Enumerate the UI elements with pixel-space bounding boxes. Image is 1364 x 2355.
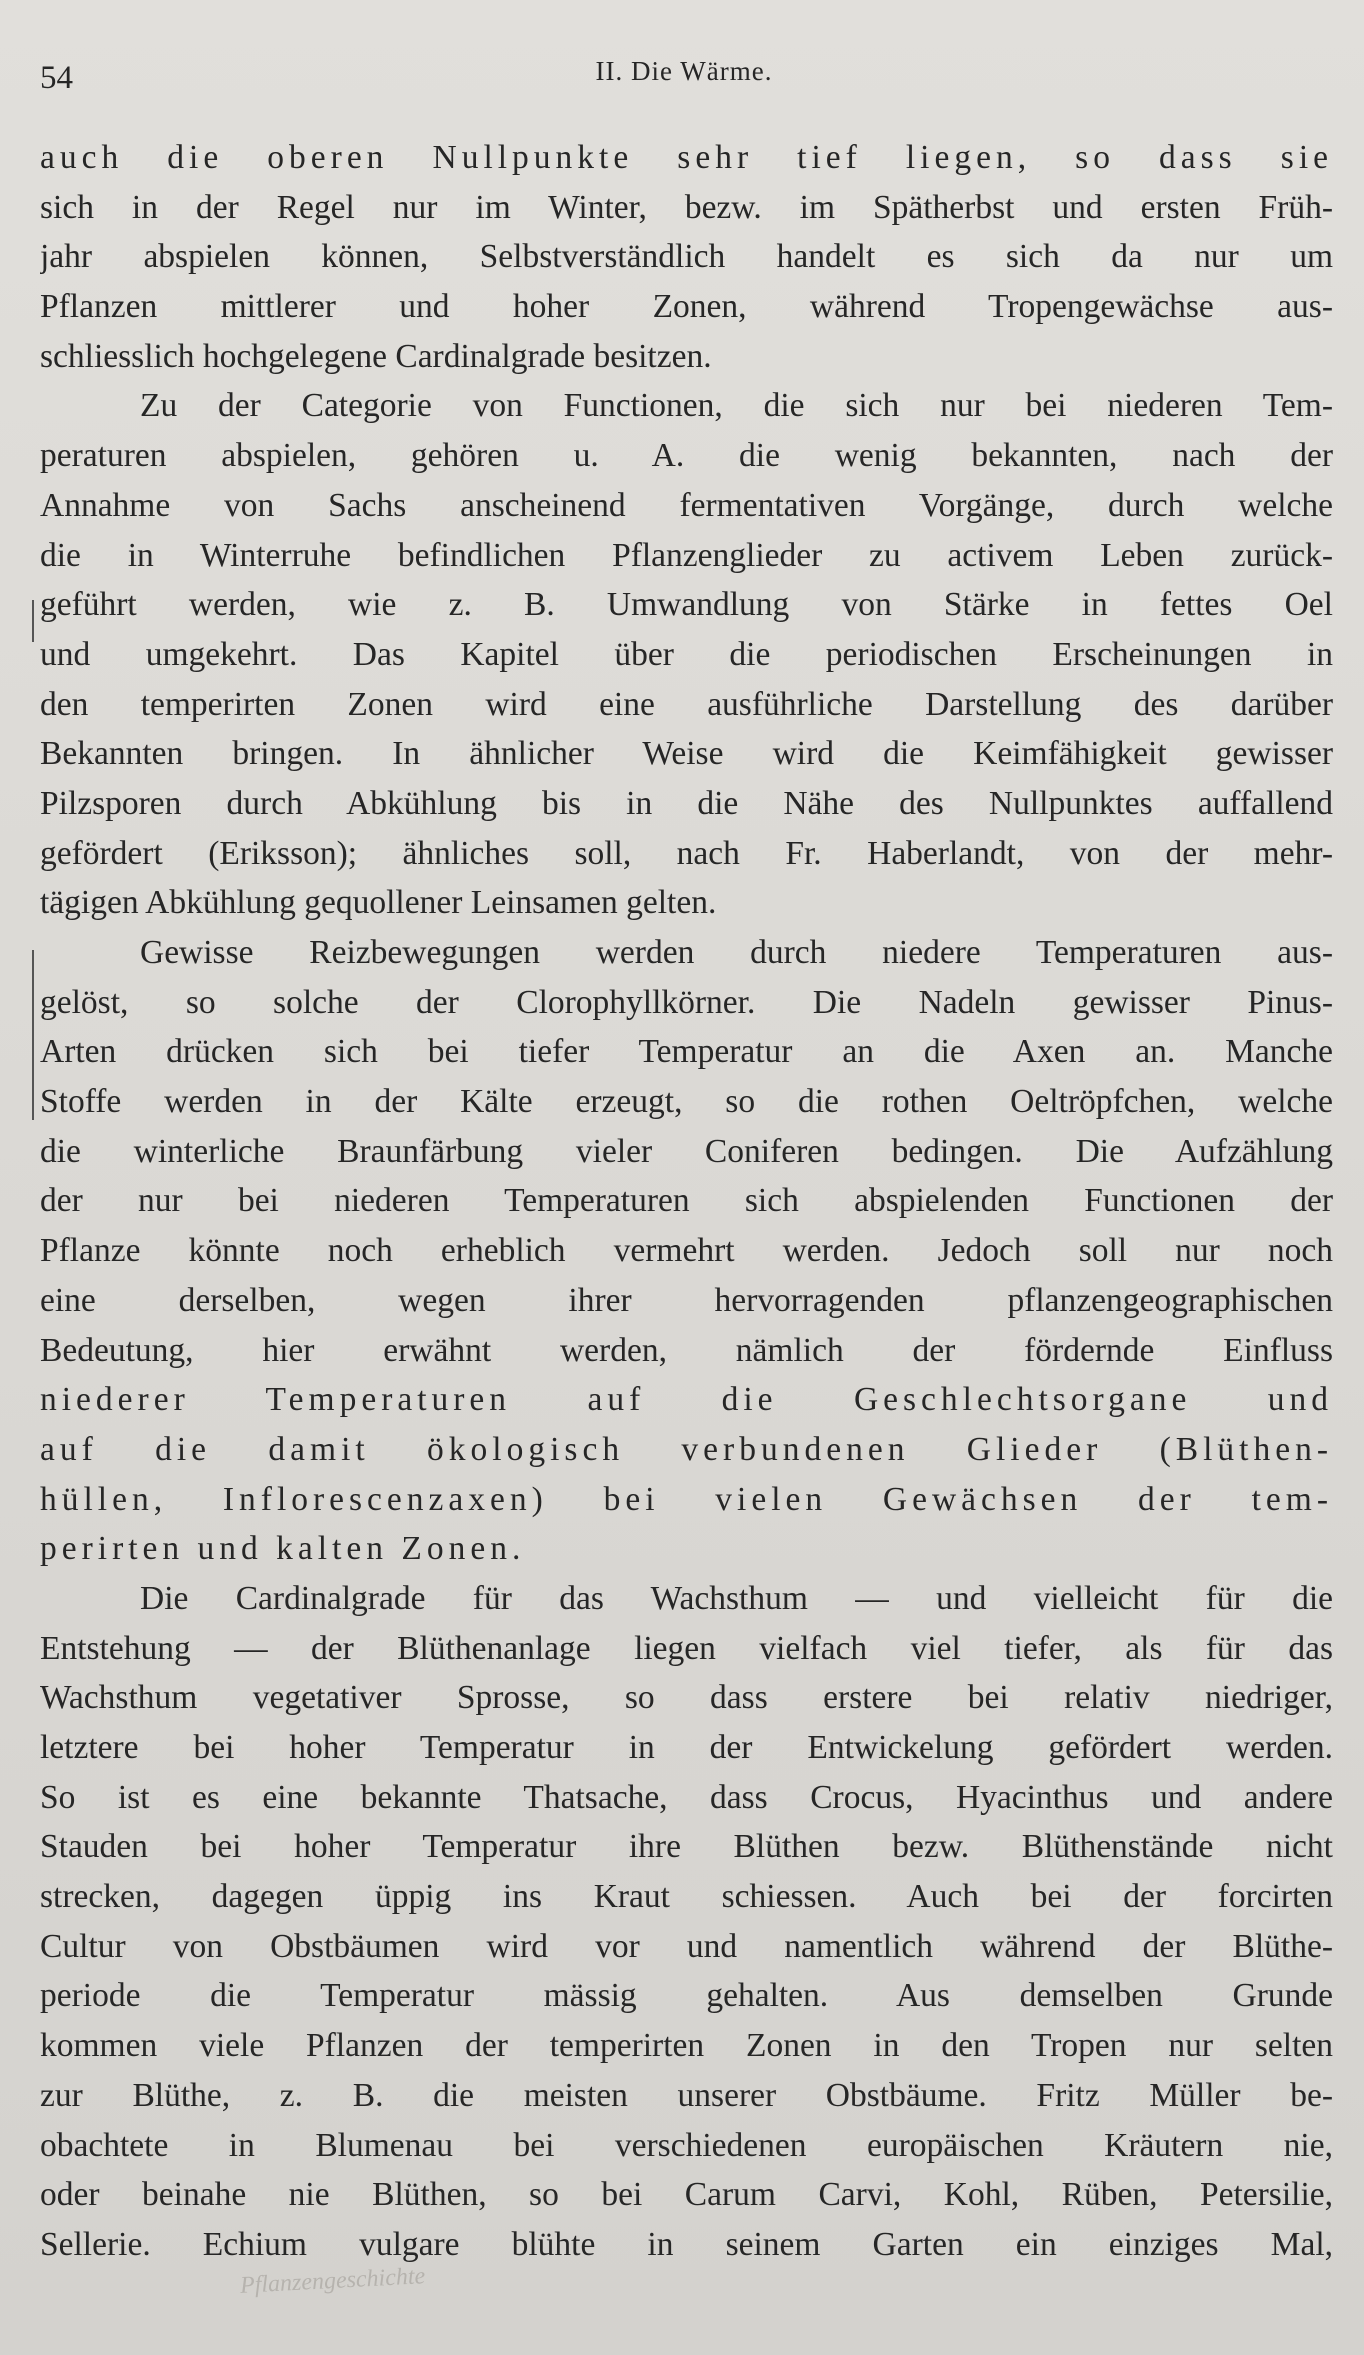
text-line: Stauden bei hoher Temperatur ihre Blüthen bezw. Blüthenstände nicht	[40, 1828, 1333, 1866]
text-line: perirten und kalten Zonen.	[40, 1530, 526, 1568]
margin-mark	[32, 950, 34, 1120]
text-line: Pflanzen mittlerer und hoher Zonen, während Tropengewächse aus-	[40, 288, 1333, 326]
text-line: gefördert (Eriksson); ähnliches soll, nach Fr. Haberlandt, von der mehr-	[40, 834, 1333, 872]
running-title: II. Die Wärme.	[595, 56, 773, 86]
text-line: Bekannten bringen. In ähnlicher Weise wird die Keimfähigkeit gewisser	[40, 735, 1333, 773]
text-line: sich in der Regel nur im Winter, bezw. im Spätherbst und ersten Früh-	[40, 188, 1333, 226]
text-line: periode die Temperatur mässig gehalten. Aus demselben Grunde	[40, 1977, 1333, 2015]
text-line: Annahme von Sachs anscheinend fermentativen Vorgänge, durch welche	[40, 486, 1333, 524]
text-line: Gewisse Reizbewegungen werden durch niedere Temperaturen aus-	[140, 934, 1333, 971]
text-line: So ist es eine bekannte Thatsache, dass Crocus, Hyacinthus und andere	[40, 1778, 1333, 1816]
text-line: tägigen Abkühlung gequollener Leinsamen gelten.	[40, 884, 717, 922]
pencil-annotation: Pflanzengeschichte	[239, 2263, 426, 2299]
page-number: 54	[40, 60, 73, 96]
text-line: auch die oberen Nullpunkte sehr tief liegen, so dass sie	[40, 139, 1333, 176]
text-line: auf die damit ökologisch verbundenen Glieder (Blüthen-	[40, 1430, 1333, 1468]
running-head	[40, 52, 1328, 102]
text-line: letztere bei hoher Temperatur in der Entwickelung gefördert werden.	[40, 1729, 1333, 1766]
text-line: hüllen, Inflorescenzaxen) bei vielen Gewächsen der tem-	[40, 1480, 1333, 1518]
text-line: Die Cardinalgrade für das Wachsthum — und vielleicht für die	[140, 1579, 1333, 1617]
text-line: zur Blüthe, z. B. die meisten unserer Obstbäume. Fritz Müller be-	[40, 2076, 1333, 2114]
text-line: Bedeutung, hier erwähnt werden, nämlich der fördernde Einfluss	[40, 1331, 1333, 1369]
text-line: eine derselben, wegen ihrer hervorragenden pflanzengeographischen	[40, 1281, 1333, 1319]
text-line: oder beinahe nie Blüthen, so bei Carum Carvi, Kohl, Rüben, Petersilie,	[40, 2176, 1333, 2214]
text-line: Sellerie. Echium vulgare blühte in seinem Garten ein einziges Mal,	[40, 2225, 1333, 2263]
text-line: jahr abspielen können, Selbstverständlich handelt es sich da nur um	[40, 238, 1333, 276]
text-line: gelöst, so solche der Clorophyllkörner. Die Nadeln gewisser Pinus-	[40, 983, 1333, 1021]
text-line: schliesslich hochgelegene Cardinalgrade besitzen.	[40, 337, 712, 375]
text-line: die in Winterruhe befindlichen Pflanzenglieder zu activem Leben zurück-	[40, 536, 1333, 574]
text-line: den temperirten Zonen wird eine ausführliche Darstellung des darüber	[40, 685, 1333, 723]
text-line: kommen viele Pflanzen der temperirten Zonen in den Tropen nur selten	[40, 2027, 1333, 2065]
text-line: die winterliche Braunfärbung vieler Coniferen bedingen. Die Aufzählung	[40, 1132, 1333, 1170]
text-line: der nur bei niederen Temperaturen sich abspielenden Functionen der	[40, 1182, 1333, 1220]
body-text	[40, 133, 1333, 2270]
text-line: Stoffe werden in der Kälte erzeugt, so die rothen Oeltröpfchen, welche	[40, 1083, 1333, 1121]
text-line: strecken, dagegen üppig ins Kraut schiessen. Auch bei der forcirten	[40, 1878, 1333, 1916]
text-line: Pilzsporen durch Abkühlung bis in die Nähe des Nullpunktes auffallend	[40, 784, 1333, 822]
text-line: und umgekehrt. Das Kapitel über die periodischen Erscheinungen in	[40, 635, 1333, 673]
margin-mark	[32, 600, 34, 642]
text-line: geführt werden, wie z. B. Umwandlung von Stärke in fettes Oel	[40, 586, 1333, 624]
text-line: Cultur von Obstbäumen wird vor und namentlich während der Blüthe-	[40, 1927, 1333, 1965]
text-line: niederer Temperaturen auf die Geschlechtsorgane und	[40, 1381, 1333, 1419]
text-line: Entstehung — der Blüthenanlage liegen vielfach viel tiefer, als für das	[40, 1629, 1333, 1667]
text-line: obachtete in Blumenau bei verschiedenen europäischen Kräutern nie,	[40, 2126, 1333, 2164]
text-line: peraturen abspielen, gehören u. A. die wenig bekannten, nach der	[40, 437, 1333, 475]
text-line: Arten drücken sich bei tiefer Temperatur an die Axen an. Manche	[40, 1033, 1333, 1071]
text-line: Wachsthum vegetativer Sprosse, so dass erstere bei relativ niedriger,	[40, 1679, 1333, 1717]
text-line: Pflanze könnte noch erheblich vermehrt werden. Jedoch soll nur noch	[40, 1232, 1333, 1270]
text-line: Zu der Categorie von Functionen, die sich nur bei niederen Tem-	[140, 387, 1333, 425]
